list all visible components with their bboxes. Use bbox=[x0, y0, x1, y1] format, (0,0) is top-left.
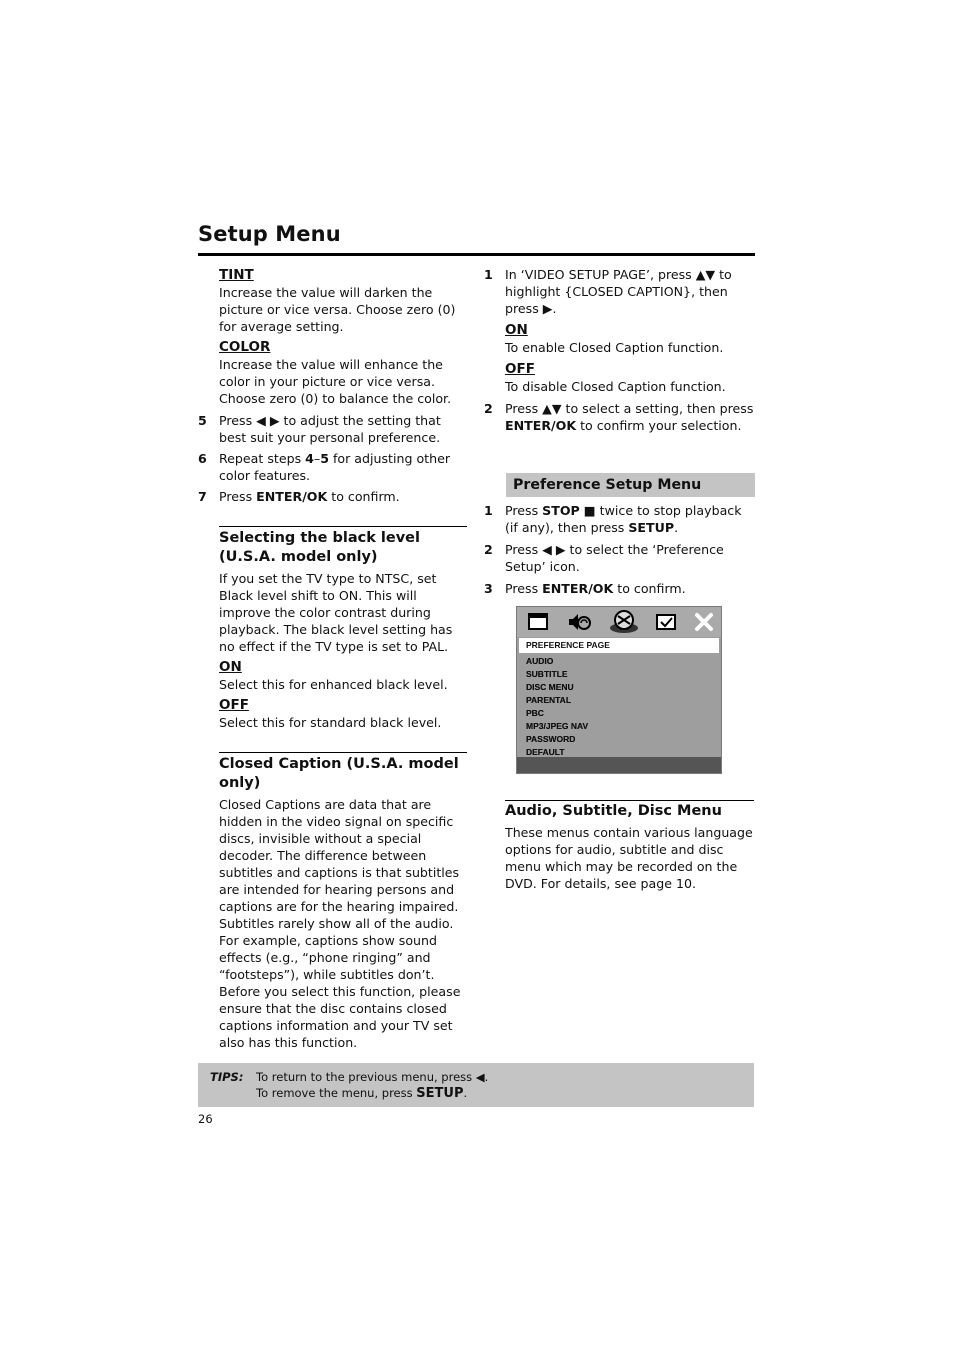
left-column bbox=[198, 266, 468, 1051]
page-number: 26 bbox=[198, 1112, 213, 1126]
preference-steps bbox=[484, 502, 757, 597]
menu-footer-bar bbox=[517, 757, 721, 773]
section-rule bbox=[219, 526, 467, 527]
cc-on-label: ON bbox=[505, 322, 528, 338]
page-title: Setup Menu bbox=[198, 222, 341, 246]
black-off-label: OFF bbox=[219, 697, 249, 713]
step-text: . bbox=[674, 520, 679, 535]
step-number: 2 bbox=[484, 401, 493, 416]
cc-on-text: To enable Closed Caption function. bbox=[505, 340, 724, 355]
step-number: 1 bbox=[484, 267, 493, 282]
menu-item-list bbox=[526, 655, 588, 759]
audio-subtitle-section bbox=[505, 800, 755, 892]
tint-text: Increase the value will darken the picture or vice versa. Choose zero (0) for average setting. bbox=[219, 285, 456, 334]
black-on-text: Select this for enhanced black level. bbox=[219, 677, 448, 692]
step-text: to confirm. bbox=[613, 581, 686, 596]
tips-text: To remove the menu, press bbox=[256, 1086, 417, 1100]
closed-caption-text-2: Before you select this function, please ensure that the disc contains closed captions information and your TV set also has this function. bbox=[219, 984, 461, 1050]
audio-setup-icon bbox=[566, 612, 592, 632]
black-level-text: If you set the TV type to NTSC, set Black level shift to ON. This will improve the color contrast during playback. The black level setting has no effect if the TV type is set to PAL. bbox=[219, 571, 453, 654]
tips-label: TIPS: bbox=[210, 1070, 244, 1084]
preference-disc-icon bbox=[609, 610, 639, 634]
step-text: ■ twice to stop playback (if any), then press bbox=[505, 503, 742, 535]
step-6 bbox=[198, 450, 468, 484]
tint-label: TINT bbox=[219, 267, 254, 283]
title-rule bbox=[198, 253, 755, 256]
menu-item-subtitle: SUBTITLE bbox=[526, 669, 568, 679]
step-text: for adjusting other color features. bbox=[219, 451, 451, 483]
cc-step-1 bbox=[484, 266, 757, 317]
tips-box bbox=[198, 1063, 754, 1107]
black-on-label: ON bbox=[219, 659, 242, 675]
menu-item-disc-menu: DISC MENU bbox=[526, 682, 574, 692]
pref-step-2 bbox=[484, 541, 757, 575]
section-rule bbox=[219, 752, 467, 753]
step-text: Press bbox=[505, 503, 543, 518]
color-label: COLOR bbox=[219, 339, 271, 355]
right-column bbox=[484, 266, 757, 434]
tips-line-1: To return to the previous menu, press ◀. bbox=[256, 1070, 489, 1084]
step-text: Press ▲▼ to select a setting, then press bbox=[505, 401, 754, 416]
step-text: Repeat steps bbox=[219, 451, 306, 466]
menu-item-pbc: PBC bbox=[526, 708, 544, 718]
button-name: ENTER/OK bbox=[505, 418, 577, 433]
menu-item-mp3-jpeg-nav: MP3/JPEG NAV bbox=[526, 721, 589, 731]
step-number: 3 bbox=[484, 581, 493, 596]
general-setup-icon bbox=[527, 612, 549, 632]
step-number: 6 bbox=[198, 451, 207, 466]
step-ref: 5 bbox=[320, 451, 329, 466]
tips-text: . bbox=[463, 1086, 468, 1100]
step-number: 1 bbox=[484, 503, 493, 518]
menu-icon-bar bbox=[517, 607, 721, 637]
step-text: Press ◀ ▶ to adjust the setting that best suit your personal preference. bbox=[219, 413, 441, 445]
color-text: Increase the value will enhance the color in your picture or vice versa. Choose zero (0) to balance the color. bbox=[219, 357, 452, 406]
menu-item-password: PASSWORD bbox=[526, 734, 576, 744]
step-text: to confirm. bbox=[327, 489, 400, 504]
section-rule bbox=[505, 800, 754, 801]
audio-subtitle-text: These menus contain various language options for audio, subtitle and disc menu which may be recorded on the DVD. For details, see page 10. bbox=[505, 825, 753, 891]
closed-caption-text: Closed Captions are data that are hidden in the video signal on specific discs, invisible without a special decoder. The difference between subtitles and captions is that subtitles are intended for hearing persons and captions are for the hearing impaired. Subtitles rarely show all of the audio. For example, captions show sound effects (e.g., “phone ringing” and “footsteps”), while subtitles don’t. bbox=[219, 797, 460, 982]
close-icon bbox=[693, 612, 715, 632]
black-level-heading: Selecting the black level (U.S.A. model only) bbox=[219, 530, 420, 565]
step-text: Press bbox=[219, 489, 257, 504]
pref-step-1 bbox=[484, 502, 757, 536]
preference-menu-screenshot bbox=[516, 606, 722, 774]
menu-item-audio: AUDIO bbox=[526, 656, 554, 666]
step-text: Press bbox=[505, 581, 543, 596]
step-ref: 4 bbox=[305, 451, 314, 466]
video-setup-icon bbox=[655, 612, 677, 632]
tips-body bbox=[256, 1069, 488, 1102]
button-name: ENTER/OK bbox=[542, 581, 614, 596]
cc-step-2 bbox=[484, 400, 757, 434]
preference-setup-band: Preference Setup Menu bbox=[506, 473, 755, 497]
button-name: ENTER/OK bbox=[256, 489, 328, 504]
button-name: SETUP bbox=[628, 520, 675, 535]
menu-item-default: DEFAULT bbox=[526, 747, 565, 757]
menu-header: PREFERENCE PAGE bbox=[519, 638, 719, 653]
menu-item-parental: PARENTAL bbox=[526, 695, 572, 705]
pref-step-3 bbox=[484, 580, 757, 597]
closed-caption-heading: Closed Caption (U.S.A. model only) bbox=[219, 756, 459, 791]
step-number: 2 bbox=[484, 542, 493, 557]
button-name: SETUP bbox=[416, 1086, 464, 1101]
cc-off-text: To disable Closed Caption function. bbox=[505, 379, 726, 394]
step-text: In ‘VIDEO SETUP PAGE’, press ▲▼ to highlight {CLOSED CAPTION}, then press ▶. bbox=[505, 267, 732, 316]
step-text: to confirm your selection. bbox=[576, 418, 742, 433]
button-name: STOP bbox=[542, 503, 580, 518]
black-off-text: Select this for standard black level. bbox=[219, 715, 442, 730]
step-5 bbox=[198, 412, 468, 446]
step-text: Press ◀ ▶ to select the ‘Preference Setup’ icon. bbox=[505, 542, 724, 574]
step-7 bbox=[198, 488, 468, 505]
step-number: 7 bbox=[198, 489, 207, 504]
tips-line-2 bbox=[256, 1085, 488, 1102]
step-number: 5 bbox=[198, 413, 207, 428]
cc-off-label: OFF bbox=[505, 361, 535, 377]
step-dash: – bbox=[313, 451, 321, 466]
audio-subtitle-heading: Audio, Subtitle, Disc Menu bbox=[505, 803, 722, 819]
